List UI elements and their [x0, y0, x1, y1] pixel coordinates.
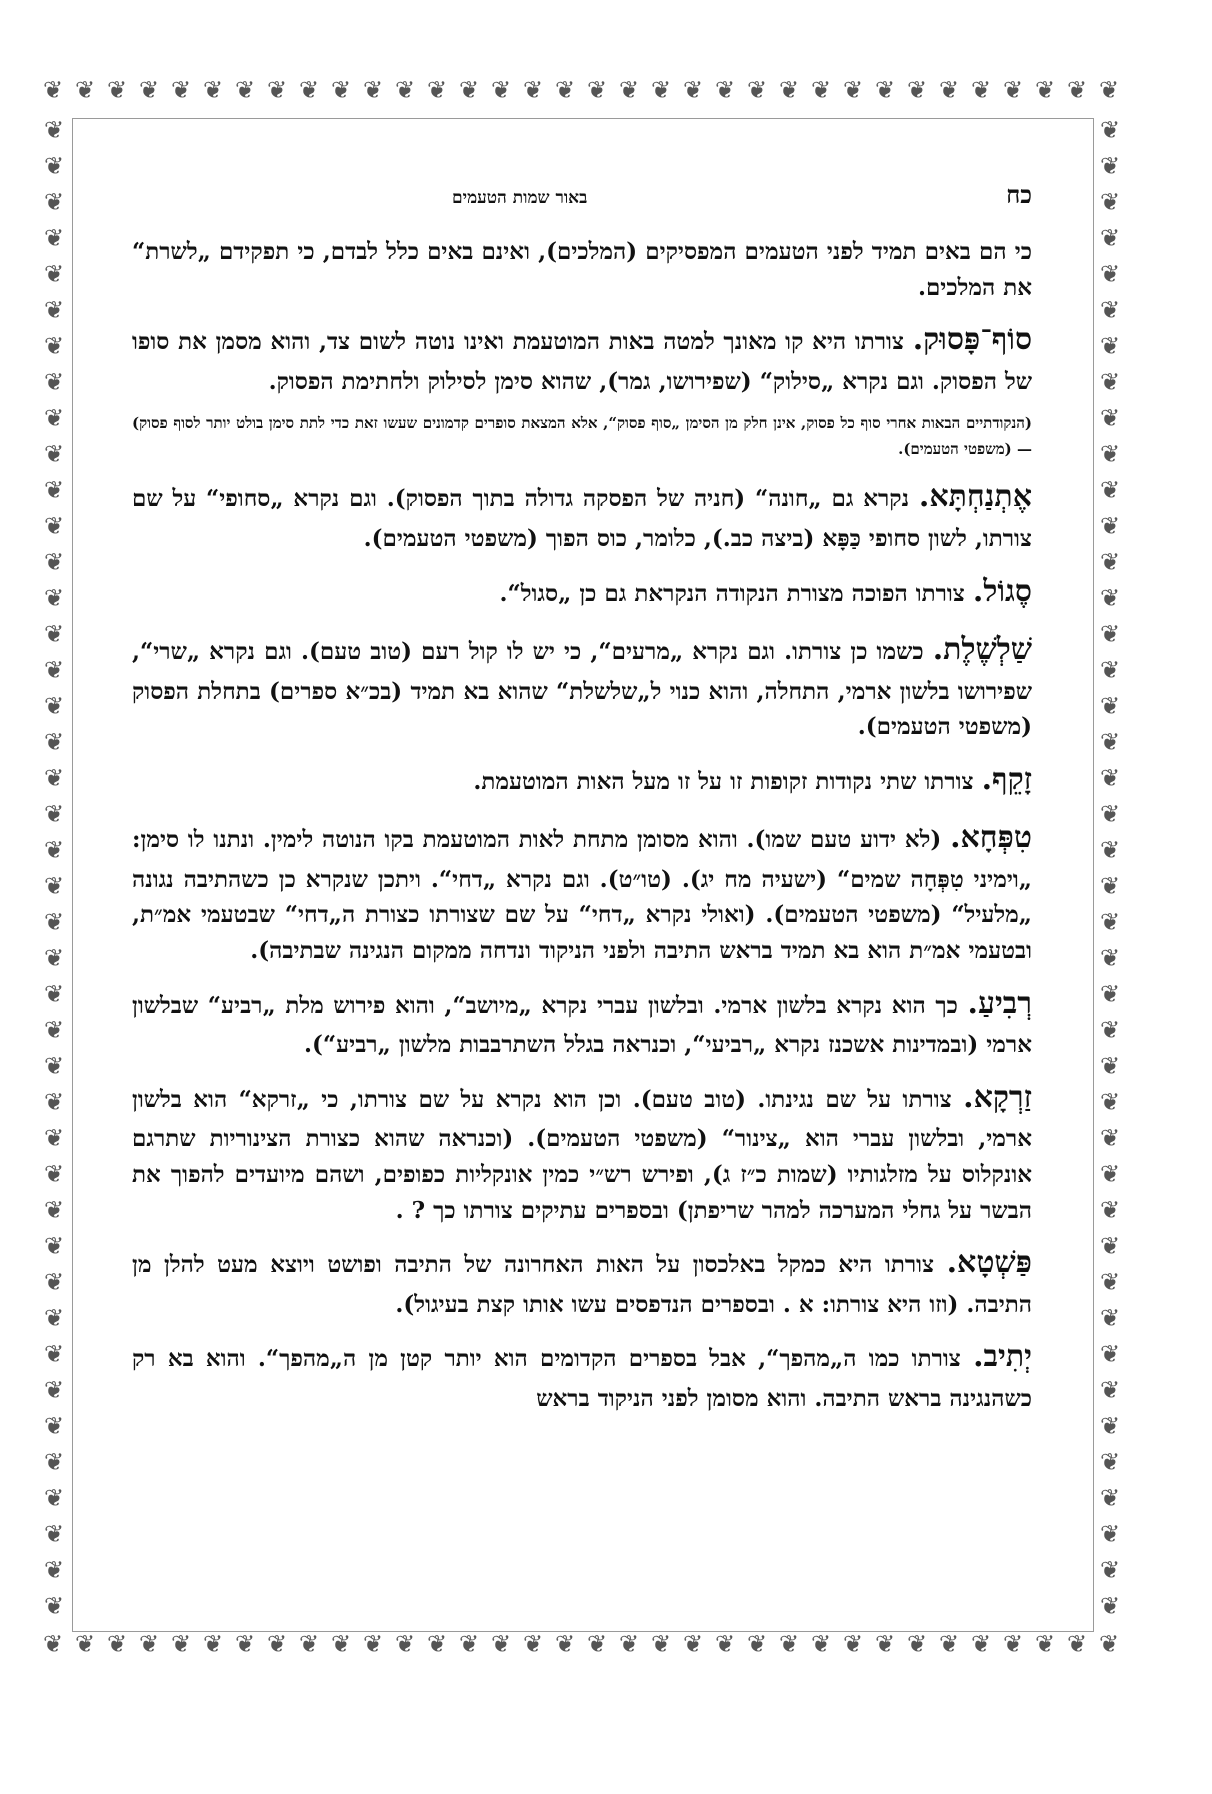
ornament-icon: ❦	[586, 78, 610, 104]
paragraph	[132, 1075, 1032, 1228]
ornament-icon: ❦	[43, 512, 67, 540]
ornament-icon: ❦	[43, 296, 67, 324]
ornament-icon: ❦	[1099, 728, 1123, 756]
ornament-icon: ❦	[266, 78, 290, 104]
ornament-icon: ❦	[906, 1632, 930, 1658]
ornament-icon: ❦	[43, 1016, 67, 1044]
ornament-icon: ❦	[874, 78, 898, 104]
paragraph-text: (הנקודתיים הבאות אחרי סוף כל פסוק, אינן חלק מן הסימן „סוף פסוק“, אלא המצאת סופרים קדמונים שעשו זאת כדי לתת סימן בולט יותר לסוף פסוק) — (משפטי הטעמים).	[132, 414, 1032, 458]
ornament-icon: ❦	[43, 908, 67, 936]
ornament-icon: ❦	[43, 548, 67, 576]
paragraph-text: צורתו שתי נקודות זקופות זו על זו מעל האות המוטעמת.	[473, 767, 974, 795]
ornament-icon: ❦	[1034, 78, 1058, 104]
ornament-icon: ❦	[554, 78, 578, 104]
paragraph	[132, 411, 1032, 462]
paragraph	[132, 1240, 1032, 1322]
ornament-icon: ❦	[1099, 118, 1123, 144]
ornament-icon: ❦	[43, 1124, 67, 1152]
running-title: באור שמות הטעמים	[452, 188, 588, 208]
ornament-icon: ❦	[1099, 404, 1123, 432]
paragraph-text: נקרא גם „חונה“ (חניה של הפסקה גדולה בתוך הפסוק). וגם נקרא „סחופי“ על שם צורתו, לשון סחופי כַּפָּא (ביצה כב.), כלומר, כוס הפוך (משפטי הטעמים).	[132, 485, 1032, 552]
ornament-icon: ❦	[1099, 980, 1123, 1008]
cantillation-term: סֶגוֹל.	[972, 573, 1032, 609]
ornament-icon: ❦	[362, 1632, 386, 1658]
ornament-icon: ❦	[43, 404, 67, 432]
ornament-icon: ❦	[1099, 1556, 1123, 1584]
cantillation-term: פַּשְׁטָא.	[946, 1245, 1032, 1281]
page-content	[132, 180, 1032, 1620]
ornament-icon: ❦	[810, 1632, 834, 1658]
ornament-icon: ❦	[1099, 440, 1123, 468]
paragraph	[132, 815, 1032, 968]
ornament-icon: ❦	[1099, 1160, 1123, 1188]
paragraph-text: צורתו כמו ה„מהפך“, אבל בספרים הקדומים הוא יותר קטן מן ה„מהפך“. והוא בא רק כשהנגינה בראש התיבה. והוא מסומן לפני הניקוד בראש	[132, 1345, 1032, 1412]
ornament-icon: ❦	[1099, 152, 1123, 180]
ornament-icon: ❦	[618, 78, 642, 104]
ornament-icon: ❦	[43, 944, 67, 972]
ornament-icon: ❦	[106, 1632, 130, 1658]
ornament-icon: ❦	[1002, 78, 1026, 104]
ornament-icon: ❦	[138, 1632, 162, 1658]
ornament-icon: ❦	[43, 1160, 67, 1188]
ornament-icon: ❦	[1099, 296, 1123, 324]
ornament-icon: ❦	[43, 1088, 67, 1116]
ornament-icon: ❦	[938, 1632, 962, 1658]
ornament-icon: ❦	[43, 1232, 67, 1260]
ornament-icon: ❦	[842, 1632, 866, 1658]
paragraph	[132, 234, 1032, 305]
ornament-icon: ❦	[1099, 1304, 1123, 1332]
ornament-icon: ❦	[714, 78, 738, 104]
border-left	[38, 118, 72, 1632]
ornament-icon: ❦	[43, 368, 67, 396]
ornament-icon: ❦	[1099, 260, 1123, 288]
ornament-icon: ❦	[74, 1632, 98, 1658]
ornament-icon: ❦	[1099, 1520, 1123, 1548]
cantillation-term: רְבִיעַ.	[967, 985, 1032, 1021]
ornament-icon: ❦	[1099, 584, 1123, 612]
ornament-icon: ❦	[1099, 908, 1123, 936]
ornament-icon: ❦	[746, 78, 770, 104]
ornament-icon: ❦	[43, 692, 67, 720]
ornament-icon: ❦	[330, 78, 354, 104]
ornament-icon: ❦	[43, 1268, 67, 1296]
paragraph	[132, 474, 1032, 556]
ornament-icon: ❦	[1099, 656, 1123, 684]
ornament-icon: ❦	[298, 78, 322, 104]
ornament-icon: ❦	[874, 1632, 898, 1658]
ornament-icon: ❦	[394, 78, 418, 104]
ornament-icon: ❦	[394, 1632, 418, 1658]
ornament-icon: ❦	[202, 78, 226, 104]
ornament-icon: ❦	[74, 78, 98, 104]
paragraph-text: צורתו הפוכה מצורת הנקודה הנקראת גם כן „סגול“.	[499, 579, 965, 607]
ornament-icon: ❦	[458, 1632, 482, 1658]
ornament-icon: ❦	[330, 1632, 354, 1658]
paragraph-text: צורתו היא קו מאונך למטה באות המוטעמת ואינו נוטה לשום צד, והוא מסמן את סופו של הפסוק. וגם נקרא „סילוק“ (שפירושו, גמר), שהוא סימן לסילוק ולחתימת הפסוק.	[132, 328, 1032, 395]
ornament-icon: ❦	[490, 1632, 514, 1658]
ornament-icon: ❦	[618, 1632, 642, 1658]
ornament-icon: ❦	[43, 1340, 67, 1368]
ornament-icon: ❦	[650, 78, 674, 104]
ornament-icon: ❦	[458, 78, 482, 104]
ornament-icon: ❦	[42, 1632, 66, 1658]
ornament-icon: ❦	[362, 78, 386, 104]
ornament-icon: ❦	[43, 980, 67, 1008]
ornament-icon: ❦	[298, 1632, 322, 1658]
ornament-icon: ❦	[778, 1632, 802, 1658]
ornament-icon: ❦	[426, 78, 450, 104]
ornament-icon: ❦	[43, 800, 67, 828]
paragraph	[132, 981, 1032, 1063]
ornament-icon: ❦	[1099, 1340, 1123, 1368]
ornament-icon: ❦	[650, 1632, 674, 1658]
ornament-icon: ❦	[43, 728, 67, 756]
ornament-icon: ❦	[43, 1376, 67, 1404]
ornament-icon: ❦	[1099, 1124, 1123, 1152]
ornament-icon: ❦	[1099, 836, 1123, 864]
border-bottom	[38, 1632, 1128, 1672]
ornament-icon: ❦	[1002, 1632, 1026, 1658]
ornament-icon: ❦	[842, 78, 866, 104]
ornament-icon: ❦	[42, 78, 66, 104]
ornament-icon: ❦	[1099, 1268, 1123, 1296]
ornament-icon: ❦	[1098, 78, 1122, 104]
ornament-icon: ❦	[43, 152, 67, 180]
ornament-icon: ❦	[426, 1632, 450, 1658]
ornament-icon: ❦	[938, 78, 962, 104]
ornament-icon: ❦	[1099, 1484, 1123, 1512]
ornament-icon: ❦	[1099, 1412, 1123, 1440]
ornament-icon: ❦	[1099, 1088, 1123, 1116]
ornament-icon: ❦	[43, 476, 67, 504]
ornament-icon: ❦	[682, 1632, 706, 1658]
ornament-icon: ❦	[43, 1556, 67, 1584]
paragraph-text: (לא ידוע טעם שמו). והוא מסומן מתחת לאות המוטעמת בקו הנוטה לימין. ונתנו לו סימן: „וימיני טִפְּחָה שמים“ (ישעיה מח יג). (טו״ט). וגם נקרא „דחי“. ויתכן שנקרא כן כשהתיבה נגונה „מלעיל“ (משפטי הטעמים). (ואולי נקרא „דחי“ על שם שצורתו כצורת ה„דחי“ שבטעמי אמ״ת, ובטעמי אמ״ת הוא בא תמיד בראש התיבה ולפני הניקוד ונדחה ממקום הנגינה שבתיבה).	[132, 826, 1032, 965]
ornament-icon: ❦	[1099, 332, 1123, 360]
ornament-icon: ❦	[43, 764, 67, 792]
body-text	[132, 234, 1032, 1417]
paragraph	[132, 569, 1032, 616]
ornament-icon: ❦	[43, 836, 67, 864]
ornament-icon: ❦	[202, 1632, 226, 1658]
ornament-icon: ❦	[970, 1632, 994, 1658]
ornament-icon: ❦	[43, 1196, 67, 1224]
ornament-icon: ❦	[170, 78, 194, 104]
ornament-icon: ❦	[1099, 1376, 1123, 1404]
ornament-icon: ❦	[1099, 692, 1123, 720]
cantillation-term: זַרְקָא.	[963, 1079, 1033, 1115]
ornament-icon: ❦	[43, 188, 67, 216]
ornament-icon: ❦	[522, 78, 546, 104]
ornament-icon: ❦	[43, 872, 67, 900]
ornament-icon: ❦	[906, 78, 930, 104]
ornament-icon: ❦	[266, 1632, 290, 1658]
ornament-icon: ❦	[43, 1412, 67, 1440]
ornament-icon: ❦	[1099, 800, 1123, 828]
paragraph	[132, 1334, 1032, 1416]
ornament-icon: ❦	[1098, 1632, 1122, 1658]
ornament-icon: ❦	[714, 1632, 738, 1658]
ornament-icon: ❦	[1099, 1052, 1123, 1080]
ornament-icon: ❦	[1099, 1232, 1123, 1260]
ornament-icon: ❦	[1099, 1196, 1123, 1224]
ornament-icon: ❦	[810, 78, 834, 104]
ornament-icon: ❦	[1066, 1632, 1090, 1658]
page-number: כח	[1006, 180, 1032, 209]
ornament-icon: ❦	[43, 332, 67, 360]
paragraph-text: כך הוא נקרא בלשון ארמי. ובלשון עברי נקרא „מיושב“, והוא פירוש מלת „רביע“ שבלשון ארמי (ובמדינות אשכנז נקרא „רביעי“, וכנראה בגלל השתרבבות מלשון „רביע“).	[132, 991, 1032, 1059]
ornament-icon: ❦	[522, 1632, 546, 1658]
border-top	[38, 78, 1128, 118]
paragraph-text: כשמו כן צורתו. וגם נקרא „מרעים“, כי יש לו קול רעם (טוב טעם). וגם נקרא „שרי“, שפירושו בלשון ארמי, התחלה, והוא כנוי ל„שלשלת“ שהוא בא תמיד (בכ״א ספרים) בתחלת הפסוק (משפטי הטעמים).	[132, 638, 1032, 741]
ornament-icon: ❦	[234, 78, 258, 104]
ornament-icon: ❦	[1099, 872, 1123, 900]
ornament-icon: ❦	[43, 260, 67, 288]
ornament-icon: ❦	[1066, 78, 1090, 104]
ornament-icon: ❦	[43, 620, 67, 648]
ornament-icon: ❦	[43, 656, 67, 684]
ornament-icon: ❦	[234, 1632, 258, 1658]
cantillation-term: יְתִיב.	[973, 1339, 1032, 1375]
ornament-icon: ❦	[554, 1632, 578, 1658]
ornament-icon: ❦	[43, 1304, 67, 1332]
ornament-icon: ❦	[170, 1632, 194, 1658]
ornament-icon: ❦	[43, 1052, 67, 1080]
ornament-icon: ❦	[1099, 188, 1123, 216]
border-right	[1094, 118, 1128, 1632]
cantillation-term: זָקֵף.	[981, 761, 1032, 797]
ornament-icon: ❦	[1099, 1448, 1123, 1476]
ornament-icon: ❦	[778, 78, 802, 104]
ornament-icon: ❦	[1099, 224, 1123, 252]
ornament-icon: ❦	[43, 1484, 67, 1512]
ornament-icon: ❦	[746, 1632, 770, 1658]
ornament-icon: ❦	[1099, 368, 1123, 396]
cantillation-term: אֶתְנַחְתָּא.	[918, 479, 1032, 515]
paragraph	[132, 627, 1032, 745]
ornament-icon: ❦	[43, 1448, 67, 1476]
ornament-icon: ❦	[43, 224, 67, 252]
paragraph	[132, 757, 1032, 804]
ornament-icon: ❦	[682, 78, 706, 104]
ornament-icon: ❦	[43, 1592, 67, 1620]
ornament-icon: ❦	[490, 78, 514, 104]
ornament-icon: ❦	[1099, 512, 1123, 540]
ornament-icon: ❦	[1034, 1632, 1058, 1658]
paragraph	[132, 317, 1032, 399]
paragraph-text: צורתו על שם נגינתו. (טוב טעם). וכן הוא נקרא על שם צורתו, כי „זרקא“ הוא בלשון ארמי, ובלשון עברי הוא „צינור“ (משפטי הטעמים). (וכנראה שהוא כצורת הצינוריות שתרגם אונקלוס על מזלגותיו (שמות כ״ז ג), ופירש רש״י כמין אונקליות כפופים, ושהם מיועדים להפוך את הבשר על גחלי המערכה למהר שריפתן) ובספרים עתיקים צורתו כך ? .	[132, 1085, 1032, 1224]
paragraph-text: צורתו היא כמקל באלכסון על האות האחרונה של התיבה ופושט ויוצא מעט להלן מן התיבה. (וזו היא צורתו: א . ובספרים הנדפסים עשו אותו קצת בעיגול).	[132, 1251, 1032, 1318]
page-header	[132, 180, 1032, 210]
cantillation-term: שַׁלְשֶׁלֶת.	[932, 632, 1032, 668]
ornament-icon: ❦	[43, 1520, 67, 1548]
ornament-icon: ❦	[586, 1632, 610, 1658]
ornament-icon: ❦	[138, 78, 162, 104]
paragraph-text: כי הם באים תמיד לפני הטעמים המפסיקים (המלכים), ואינם באים כלל לבדם, כי תפקידם „לשרת“ את המלכים.	[132, 238, 1032, 301]
ornament-icon: ❦	[1099, 548, 1123, 576]
ornament-icon: ❦	[970, 78, 994, 104]
ornament-icon: ❦	[1099, 620, 1123, 648]
ornament-icon: ❦	[43, 440, 67, 468]
ornament-icon: ❦	[43, 118, 67, 144]
ornament-icon: ❦	[43, 584, 67, 612]
ornament-icon: ❦	[106, 78, 130, 104]
cantillation-term: סוֹף־פָּסוּק.	[912, 322, 1033, 358]
ornament-icon: ❦	[1099, 476, 1123, 504]
ornament-icon: ❦	[1099, 1016, 1123, 1044]
ornament-icon: ❦	[1099, 944, 1123, 972]
ornament-icon: ❦	[1099, 764, 1123, 792]
ornament-icon: ❦	[1099, 1592, 1123, 1620]
cantillation-term: טִפְּחָא.	[950, 820, 1032, 856]
